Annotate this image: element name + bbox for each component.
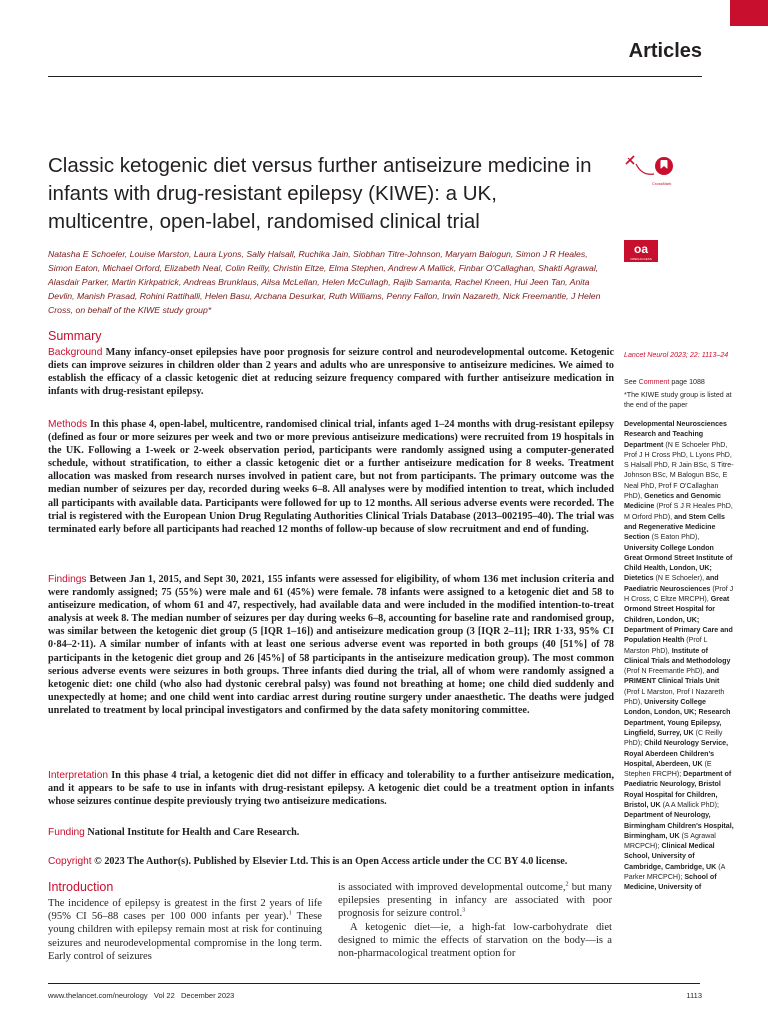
introduction-right-column <box>338 881 612 960</box>
abstract-methods <box>48 418 614 536</box>
affiliation-7-bold: and PRIMENT Clinical Trials Unit <box>624 667 720 686</box>
affiliation-4-text: (Prof J H Cross, C Eltze MRCPH), <box>624 584 734 604</box>
funding-label: Funding <box>48 827 85 838</box>
intro-text-5: A ketogenic diet—ie, a high-fat low-carbohydrate diet designed to mimic the effects of starvation on the body—is a non-pharmacological treatment option for <box>338 921 612 960</box>
intro-text-1: The incidence of epilepsy is greatest in the first 2 years of life (95% CI 56–88 cases per 100 000 infants per year). <box>48 898 322 923</box>
page-number: 1113 <box>686 991 702 1000</box>
footer-journal-url[interactable]: www.thelancet.com/neurology Vol 22 December 2023 <box>48 991 235 1000</box>
findings-label: Findings <box>48 574 87 585</box>
affiliation-10-bold: Department of Paediatric Neurology, Bristol Royal Hospital for Children, Bristol, UK <box>624 770 732 809</box>
affiliation-0-text: (N E Schoeler PhD, Prof J H Cross PhD, L Lyons PhD, S Halsall PhD, R Jain BSc, S Titre-Johnson BSc, M Balogun BSc, E Neal PhD, Prof F O'Callaghan PhD), <box>624 440 734 501</box>
introduction-left-column <box>48 897 322 963</box>
comment-page: page 1088 <box>669 378 705 386</box>
affiliation-12-bold: Clinical Medical School, University of Cambridge, Cambridge, UK <box>624 842 717 871</box>
affiliation-9-text: (E Stephen FRCPH); <box>624 759 712 779</box>
abstract-funding <box>48 826 614 839</box>
background-text: Many infancy-onset epilepsies have poor prognosis for seizure control and neurodevelopmental outcome. Ketogenic diets can improve seizures in children older than 2 years and adults who are unresponsive to antiseizure medicines. We aimed to establish the efficacy of a classic ketogenic diet at reducing seizure frequency compared with further antiseizure medication in infants with drug-resistant epilepsy. <box>48 347 614 398</box>
affiliation-11-bold: Department of Neurology, Birmingham Children's Hospital, Birmingham, UK <box>624 811 734 840</box>
affiliation-4-bold: and Paediatric Neurosciences <box>624 574 719 593</box>
copyright-text: © 2023 The Author(s). Published by Elsevier Ltd. This is an Open Access article under the CC BY 4.0 license. <box>94 856 568 867</box>
background-label: Background <box>48 347 103 358</box>
findings-text: Between Jan 1, 2015, and Sept 30, 2021, 155 infants were assessed for eligibility, of whom 136 met inclusion criteria and were randomly assigned; 75 (55%) were male and 61 (45%) were female. 78 infants were assigned to a ketogenic diet and 58 to antiseizure medication, of whom 61 and 47, respectively, had available data and were included in the modified intention-to-treat analysis at week 8. The median number of seizures per day during weeks 6–8, accounting for baseline rate and randomised group, was similar between the ketogenic diet group (5 [IQR 1–16]) and antiseizure medication group (3 [IQR 2–11]; IRR 1·33, 95% CI 0·84–2·11). A similar number of infants with at least one serious adverse event was reported in both groups (40 [51%] of 78 participants in the ketogenic diet group and 26 [45%] of 58 participants in the antiseizure medication group). The most common serious adverse events were seizures in both groups. Three infants died during the trial, all of whom were randomly assigned a ketogenic diet: one child (who also had dystonic cerebral palsy) was found not breathing at home; one child died suddenly and unexpectedly at home; and one child went into cardiac arrest during routine surgery under anaesthetic. The deaths were judged unrelated to treatment by local principal investigators and confirmed by the data safety monitoring committee. <box>48 574 615 716</box>
intro-right-paragraph-2 <box>338 921 612 961</box>
affiliation-3-text: (N E Schoeler), <box>653 574 707 583</box>
methods-text: In this phase 4, open-label, multicentre, randomised clinical trial, infants aged 1–24 months with drug-resistant epilepsy (defined as four or more seizures per week and two or more previous antiseizure medications) were recruited from 19 hospitals in the UK. Following a 1-week or 2-week observation period, participants were randomly assigned using a computer-generated schedule, without stratification, to either a classic ketogenic diet or a further antiseizure medication for 8 weeks. Treatment allocation was masked from research nurses involved in patient care, but not from participants. The primary outcome was the median number of seizures per day, recorded during weeks 6–8. All analyses were by modified intention to treat, which included all participants with available data. Participants were followed for up to 12 months. All serious adverse events were recorded. The trial is registered with the European Union Drug Regulating Authorities Clinical Trials Database (2013–002195–40). The trial was terminated early before all participants had reached 12 months of follow-up because of slow recruitment and end of funding. <box>48 419 615 535</box>
header-rule <box>48 76 702 77</box>
journal-reference: Lancet Neurol 2023; 22: 1113–24 <box>624 351 729 359</box>
see-label: See <box>624 378 639 386</box>
affiliation-2-text: (S Eaton PhD), <box>649 533 700 542</box>
footer-rule <box>48 983 700 984</box>
author-list: Natasha E Schoeler, Louise Marston, Laura Lyons, Sally Halsall, Ruchika Jain, Siobhan Titre-Johnson, Maryam Balogun, Simon J R Heales, Simon Eaton, Michael Orford, Elizabeth Neal, Colin Reilly, Christin Eltze, Elma Stephen, Andrew A Mallick, Finbar O'Callaghan, Shakti Agrawal, Alasdair Parker, Martin Kirkpatrick, Andreas Brunklaus, Ailsa McLellan, Helen McCullagh, Rajib Samanta, Rachel Kneen, Hui Jeen Tan, Anita Devlin, Manish Prasad, Rohini Rattihalli, Helen Basu, Archana Desurkar, Ruth Williams, Penny Fallon, Irwin Nazareth, Nick Freemantle, J Helen Cross, on behalf of the KIWE study group* <box>48 249 601 315</box>
corner-accent-bar <box>730 0 768 26</box>
affiliation-12-text: (A Parker MRCPCH); <box>624 862 725 882</box>
affiliation-11-text: (S Agrawal MRCPCH); <box>624 831 716 851</box>
affiliation-3-bold: University College London Great Ormond Street Institute of Child Health, London, UK; Dietetics <box>624 543 733 583</box>
summary-heading: Summary <box>48 329 102 343</box>
study-group-note: *The KIWE study group is listed at the end of the paper <box>624 391 732 410</box>
copyright-label: Copyright <box>48 856 92 867</box>
open-access-sublabel: OPEN ACCESS <box>630 257 652 261</box>
section-label: Articles <box>628 40 702 62</box>
citation-2[interactable]: 2 <box>565 881 569 888</box>
comment-link[interactable]: Comment <box>638 378 670 386</box>
affiliation-6-bold: Institute of Clinical Trials and Methodology <box>624 646 731 665</box>
intro-right-paragraph-1 <box>338 881 612 921</box>
affiliations-list <box>624 419 734 893</box>
affiliation-9-bold: Child Neurology Service, Royal Aberdeen Children's Hospital, Aberdeen, UK <box>624 739 729 768</box>
abstract-findings <box>48 573 614 717</box>
citation-3[interactable]: 3 <box>462 907 466 914</box>
crossmark-badge[interactable] <box>624 154 676 188</box>
affiliation-6-text: (Prof N Freemantle PhD), <box>624 667 707 676</box>
crossmark-label: CrossMark <box>652 181 672 186</box>
intro-text-4: but many epilepsies presenting in infancy are associated with poor prognosis for seizure control. <box>338 882 613 920</box>
interpretation-text: In this phase 4 trial, a ketogenic diet did not differ in efficacy and tolerability to a further antiseizure medication, and it appears to be safe to use in infants with drug-resistant epilepsy. A ketogenic diet could be a treatment option in infants whose seizures continue despite previously trying two antiseizure medications. <box>48 770 614 808</box>
affiliation-10-text: (A A Mallick PhD); <box>660 800 719 809</box>
introduction-heading: Introduction <box>48 880 114 894</box>
affiliation-5-text: (Prof L Marston PhD), <box>624 636 708 655</box>
funding-text: National Institute for Health and Care Research. <box>87 827 300 838</box>
abstract-background <box>48 346 614 398</box>
citation-1[interactable]: 1 <box>288 910 292 917</box>
affiliation-1-text: (Prof S J R Heales PhD, M Orford PhD), <box>624 502 733 521</box>
affiliation-7-text: (Prof L Marston, Prof I Nazareth PhD), <box>624 687 725 707</box>
affiliation-8-text: (C Reilly PhD); <box>624 728 723 748</box>
interpretation-label: Interpretation <box>48 770 109 781</box>
affiliation-8-bold: University College London, London, UK; Research Department, Young Epilepsy, Lingfield, Surrey, UK <box>624 698 731 737</box>
methods-label: Methods <box>48 419 88 430</box>
intro-text-2: These young children with epilepsy remain most at risk for continuing seizures and neurodevelopmental compromise in the long term. Early control of seizures <box>48 911 322 962</box>
affiliation-0-bold: Developmental Neurosciences Research and Teaching Department <box>624 420 727 449</box>
article-title: Classic ketogenic diet versus further antiseizure medicine in infants with drug-resistant epilepsy (KIWE): a UK, multicentre, open-label, randomised clinical trial <box>48 154 592 233</box>
affiliation-5-bold: Great Ormond Street Hospital for Children, London, UK; Department of Primary Care and Population Health <box>624 595 733 645</box>
open-access-badge <box>624 240 658 262</box>
affiliation-2-bold: and Stem Cells and Regenerative Medicine Section <box>624 512 725 542</box>
comment-reference <box>624 377 734 387</box>
abstract-interpretation <box>48 769 614 808</box>
affiliation-13-bold: School of Medicine, University of <box>624 873 717 892</box>
open-access-label: oa <box>633 242 648 256</box>
intro-text-3: is associated with improved developmental outcome, <box>338 882 566 893</box>
abstract-copyright <box>48 855 614 868</box>
affiliation-1-bold: Genetics and Genomic Medicine <box>624 492 721 511</box>
